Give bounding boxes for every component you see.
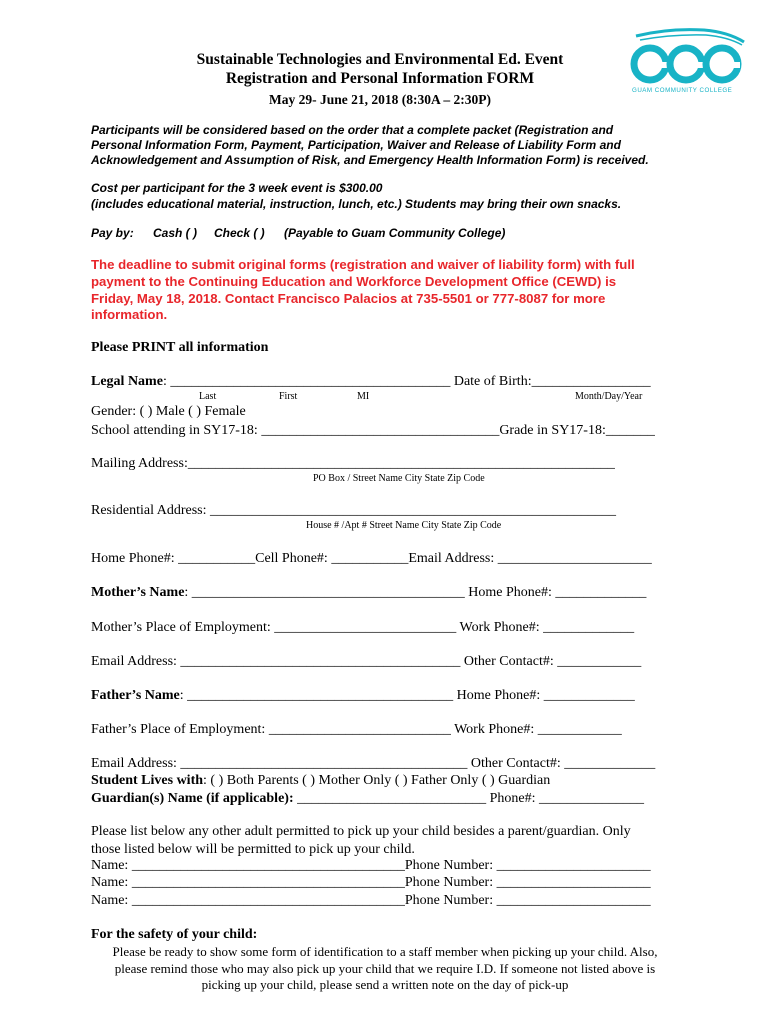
legal-name-label: Legal Name: [91, 374, 163, 389]
pickup-instruction-2: those listed below will be permitted to pick up your child.: [91, 842, 415, 857]
father-name-blank[interactable]: : ______________________________________ Home Phone#: _____________: [179, 688, 635, 703]
pickup-instruction-1: Please list below any other adult permitted to pick up your child besides a parent/guardian. Only: [91, 824, 631, 839]
deadline-line-4: information.: [91, 307, 168, 322]
student-lives-field[interactable]: [91, 773, 550, 789]
intro-line-3: Acknowledgement and Assumption of Risk, and Emergency Health Information Form) is received.: [91, 153, 649, 167]
legal-name-blank[interactable]: : ________________________________________ Date of Birth:_________________: [162, 374, 651, 389]
intro-line-1: Participants will be considered based on the order that a complete packet (Registration and: [91, 123, 614, 137]
phones-email-field[interactable]: Home Phone#: ___________Cell Phone#: ___________Email Address: ______________________: [91, 551, 652, 566]
safety-line-2: please remind those who may also pick up your child that we require I.D. If someone not listed above is: [114, 961, 656, 976]
gcc-logo: [628, 26, 746, 96]
cost-line-1: Cost per participant for the 3 week event is $300.00: [91, 181, 383, 195]
residential-sub-label: House # /Apt # Street Name City State Zip Code: [306, 520, 502, 531]
residential-address-field[interactable]: Residential Address: __________________________________________________________: [91, 503, 616, 518]
pickup-name-row[interactable]: Name: _______________________________________Phone Number: ______________________: [91, 875, 651, 890]
guardian-label: Guardian(s) Name (if applicable):: [91, 791, 294, 806]
deadline-line-1: The deadline to submit original forms (registration and waiver of liability form) with full: [91, 257, 635, 272]
payable-note: (Payable to Guam Community College): [284, 226, 506, 240]
deadline-line-2: payment to the Continuing Education and Workforce Development Office (CEWD) is: [91, 274, 617, 289]
safety-line-1: Please be ready to show some form of identification to a staff member when picking up your child. Also,: [112, 944, 658, 959]
father-email-field[interactable]: Email Address: _________________________________________ Other Contact#: _____________: [91, 756, 656, 771]
check-checkbox[interactable]: Check ( ): [214, 226, 265, 240]
mother-email-field[interactable]: Email Address: ________________________________________ Other Contact#: ____________: [91, 654, 642, 669]
mailing-address-field[interactable]: Mailing Address:_____________________________________________________________: [91, 456, 615, 471]
mailing-sub-label: PO Box / Street Name City State Zip Code: [313, 473, 485, 484]
student-lives-label: Student Lives with: [91, 773, 204, 788]
sub-label-mi: MI: [357, 391, 370, 402]
pickup-name-row[interactable]: Name: _______________________________________Phone Number: ______________________: [91, 858, 651, 873]
student-lives-options[interactable]: : ( ) Both Parents ( ) Mother Only ( ) Father Only ( ) Guardian: [203, 773, 551, 788]
father-employment-field[interactable]: Father’s Place of Employment: __________________________ Work Phone#: ____________: [91, 722, 622, 737]
intro-line-2: Personal Information Form, Payment, Participation, Waiver and Release of Liability Form and: [91, 138, 621, 152]
safety-line-3: picking up your child, please send a written note on the day of pick-up: [201, 977, 569, 992]
mother-name-blank[interactable]: : _______________________________________ Home Phone#: _____________: [184, 585, 647, 600]
mother-employment-field[interactable]: Mother’s Place of Employment: __________________________ Work Phone#: _____________: [91, 620, 635, 635]
guardian-blank[interactable]: ___________________________ Phone#: _______________: [293, 791, 644, 806]
pay-by-label: Pay by:: [91, 226, 134, 240]
sub-label-last: Last: [199, 391, 217, 402]
form-title-line2: Registration and Personal Information FORM: [225, 70, 535, 87]
guardian-field[interactable]: [91, 791, 644, 807]
deadline-line-3: Friday, May 18, 2018. Contact Francisco Palacios at 735-5501 or 777-8087 for more: [91, 291, 606, 306]
mother-name-label: Mother’s Name: [91, 585, 185, 600]
school-grade-field[interactable]: School attending in SY17-18: __________________________________Grade in SY17-18:_______: [91, 423, 655, 438]
father-name-label: Father’s Name: [91, 688, 180, 703]
logo-tagline: GUAM COMMUNITY COLLEGE: [632, 87, 733, 94]
safety-title: For the safety of your child:: [91, 927, 258, 942]
legal-name-field[interactable]: [91, 374, 651, 390]
cash-checkbox[interactable]: Cash ( ): [153, 226, 198, 240]
pickup-name-row[interactable]: Name: _______________________________________Phone Number: ______________________: [91, 893, 651, 908]
event-dates: May 29- June 21, 2018 (8:30A – 2:30P): [269, 92, 491, 107]
father-name-field[interactable]: [91, 688, 635, 704]
cost-line-2: (includes educational material, instruction, lunch, etc.) Students may bring their own snacks.: [91, 197, 622, 211]
form-title-line1: Sustainable Technologies and Environmental Ed. Event: [196, 51, 564, 68]
gender-field[interactable]: Gender: ( ) Male ( ) Female: [91, 404, 246, 419]
print-instruction: Please PRINT all information: [91, 340, 269, 355]
mother-name-field[interactable]: [91, 585, 646, 601]
sub-label-first: First: [279, 391, 298, 402]
sub-label-dob: Month/Day/Year: [575, 391, 643, 402]
